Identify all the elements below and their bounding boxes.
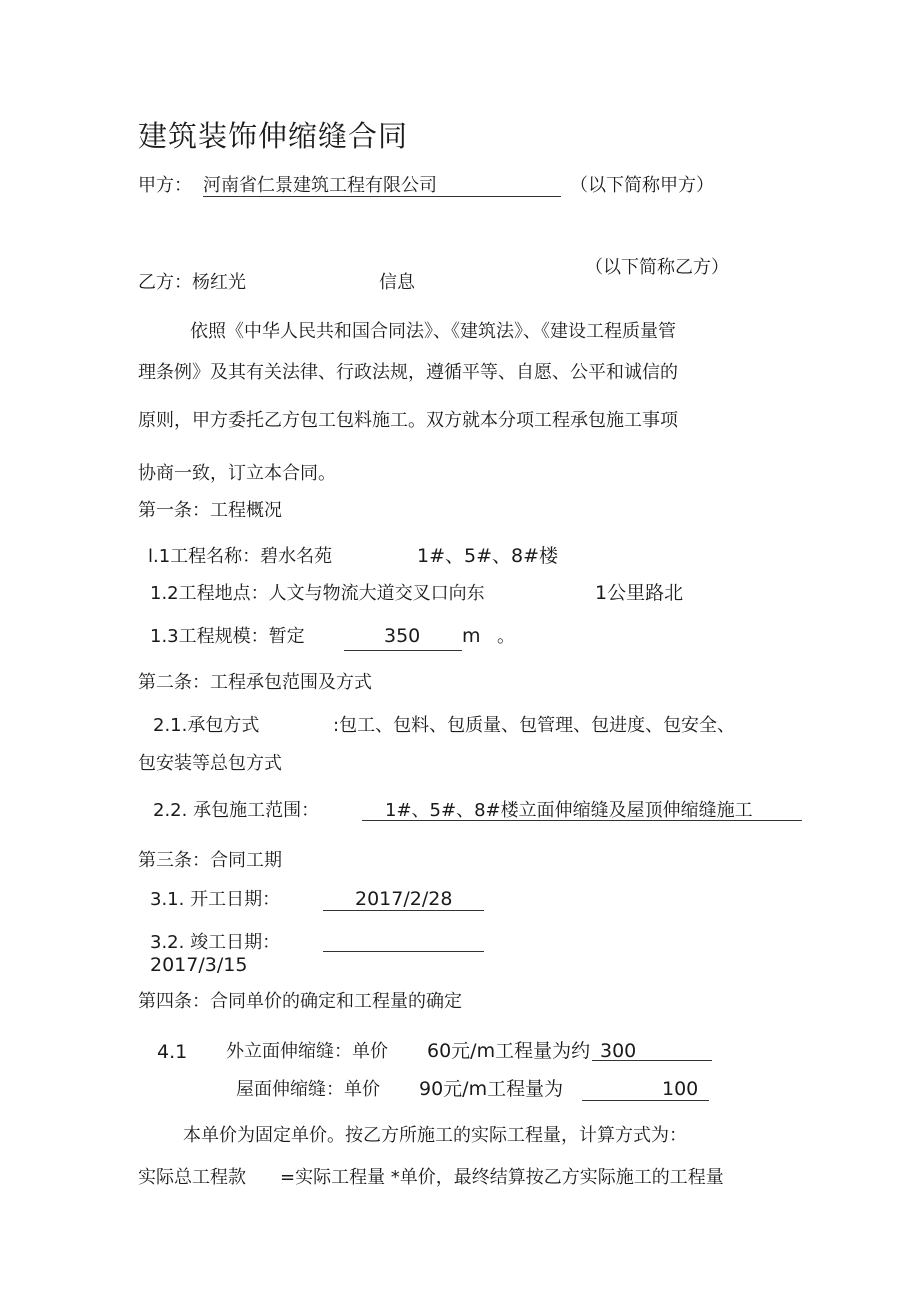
art4-item1-number: 4.1	[157, 1041, 188, 1063]
art3-item1-value: 2017/2/28	[355, 888, 453, 910]
art1-item3-label: 1.3工程规模：暂定	[150, 626, 305, 647]
art4-item2-underline	[582, 1100, 709, 1101]
art4-item2-price: 90元/m工程量为	[419, 1078, 564, 1100]
preamble-line-4: 协商一致，订立本合同。	[138, 463, 336, 484]
party-b-abbr: （以下简称乙方）	[585, 257, 729, 278]
art1-item3-underline	[344, 650, 462, 651]
art2-item1-cont: 包安装等总包方式	[138, 753, 282, 774]
page-title: 建筑装饰伸缩缝合同	[138, 119, 409, 153]
art2-item2-value: 1#、5#、8#楼立面伸缩缝及屋顶伸缩缝施工	[385, 800, 753, 821]
preamble-line-1: 依照《中华人民共和国合同法》、《建筑法》、《建设工程质量管	[190, 321, 676, 342]
art3-item2-label: 3.2. 竣工日期：	[150, 932, 281, 953]
art3-item2-underline	[323, 951, 484, 952]
art4-item2-text: 屋面伸缩缝：单价	[236, 1079, 380, 1100]
art3-item1-underline	[323, 910, 484, 911]
party-a-name: 河南省仁景建筑工程有限公司	[203, 175, 437, 196]
art4-item1-price: 60元/m工程量为约	[427, 1040, 591, 1062]
party-a-abbr: （以下简称甲方）	[570, 175, 714, 196]
art3-item1-label: 3.1. 开工日期：	[150, 889, 281, 910]
art2-item2-underline	[362, 820, 802, 821]
art2-item2-label: 2.2. 承包施工范围：	[153, 800, 320, 821]
party-a-label: 甲方：	[138, 175, 192, 196]
art1-item2-value: 1公里路北	[595, 582, 684, 604]
art1-item1-label: l.1工程名称：碧水名苑	[148, 546, 333, 567]
article-2-heading: 第二条：工程承包范围及方式	[138, 672, 372, 693]
art4-paragraph-2b: =实际工程量 *单价，最终结算按乙方实际施工的工程量	[280, 1167, 724, 1188]
art1-item2-label: 1.2工程地点：人文与物流大道交叉口向东	[150, 583, 485, 604]
preamble-line-3: 原则，甲方委托乙方包工包料施工。双方就本分项工程承包施工事项	[138, 410, 678, 431]
art1-item3-value: 350	[384, 625, 421, 647]
art1-item3-end: 。	[497, 626, 515, 647]
party-a-underline	[203, 196, 561, 197]
article-4-heading: 第四条：合同单价的确定和工程量的确定	[138, 991, 462, 1012]
article-3-heading: 第三条：合同工期	[138, 850, 282, 871]
art4-paragraph-2a: 实际总工程款	[138, 1167, 246, 1188]
art2-item1-value: :包工、包料、包质量、包管理、包进度、包安全、	[333, 715, 736, 736]
article-1-heading: 第一条：工程概况	[138, 500, 282, 521]
art1-item1-value: 1#、5#、8#楼	[417, 545, 559, 567]
art4-item1-qty: 300	[600, 1040, 637, 1062]
art2-item1-label: 2.1.承包方式	[153, 715, 260, 736]
art4-item1-text: 外立面伸缩缝：单价	[226, 1041, 388, 1062]
art3-item2-value: 2017/3/15	[150, 954, 248, 976]
art4-item2-qty: 100	[662, 1078, 699, 1100]
party-b-info: 信息	[379, 272, 415, 293]
art1-item3-unit: m	[462, 625, 481, 647]
art4-item1-underline	[592, 1060, 712, 1061]
party-b-label: 乙方：杨红光	[138, 272, 246, 293]
art4-paragraph-1: 本单价为固定单价。按乙方所施工的实际工程量，计算方式为：	[183, 1125, 687, 1146]
preamble-line-2: 理条例》及其有关法律、行政法规，遵循平等、自愿、公平和诚信的	[138, 362, 678, 383]
